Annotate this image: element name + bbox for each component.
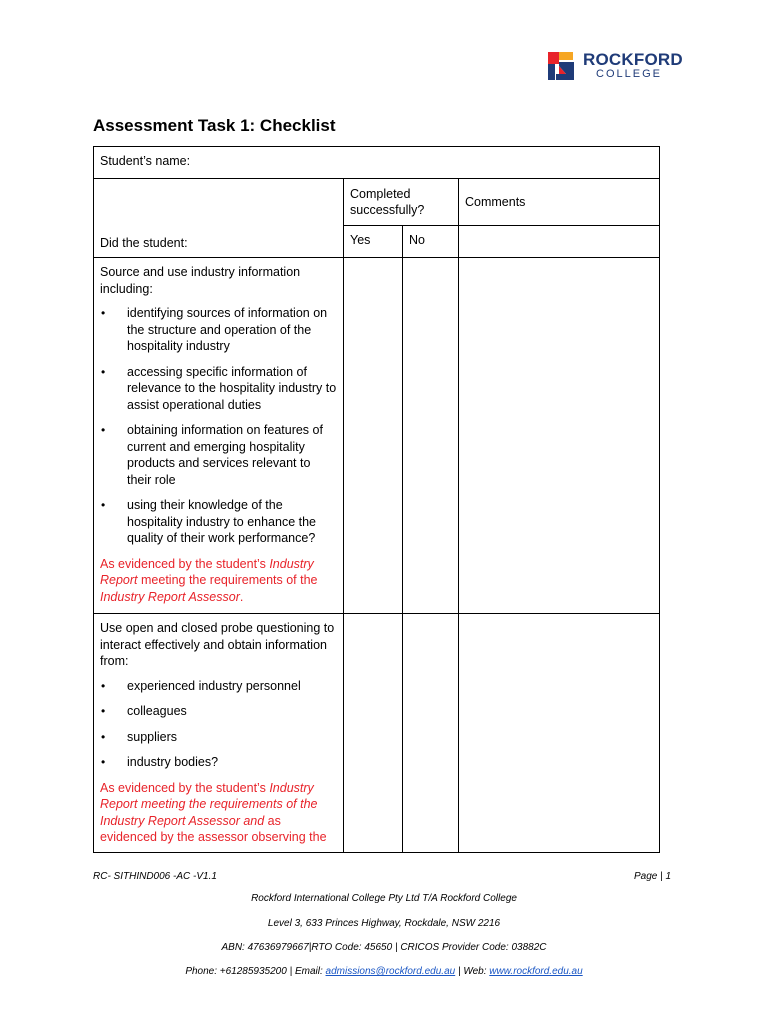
student-name-row xyxy=(94,147,660,179)
footer-company: Rockford International College Pty Ltd T/A Rockford College xyxy=(251,893,517,904)
yes-checkbox-cell[interactable] xyxy=(344,258,403,614)
page-title: Assessment Task 1: Checklist xyxy=(93,116,336,135)
criteria-list xyxy=(100,678,337,771)
yes-header: Yes xyxy=(344,226,403,258)
list-item: • obtaining information on features of current and emerging hospitality products and services relevant to their role xyxy=(100,422,337,488)
list-item: • using their knowledge of the hospitality industry to enhance the quality of their work performance? xyxy=(100,497,337,547)
header-row xyxy=(94,179,660,226)
no-checkbox-cell[interactable] xyxy=(403,614,459,853)
logo-name: ROCKFORD xyxy=(583,50,683,69)
footer-abn: ABN: 47636979667|RTO Code: 45650 | CRICOS Provider Code: 03882C xyxy=(221,942,547,953)
list-item: • accessing specific information of relevance to the hospitality industry to assist operational duties xyxy=(100,364,337,414)
email-link[interactable]: admissions@rockford.edu.au xyxy=(325,966,456,977)
list-item: • suppliers xyxy=(100,729,337,746)
yes-checkbox-cell[interactable] xyxy=(344,614,403,853)
comments-cell[interactable] xyxy=(459,614,660,853)
comments-header: Comments xyxy=(459,179,660,226)
rockford-logo-mark-icon xyxy=(548,52,576,80)
criteria-intro: Use open and closed probe questioning to interact effectively and obtain information from: xyxy=(100,621,335,668)
list-item: • identifying sources of information on the structure and operation of the hospitality industry xyxy=(100,305,337,355)
checklist-row xyxy=(94,258,660,614)
criteria-list xyxy=(100,305,337,547)
evidence-note: As evidenced by the student’s Industry Report meeting the requirements of the Industry Report Assessor. xyxy=(100,556,318,604)
document-code: RC- SITHIND006 -AC -V1.1 xyxy=(93,871,217,882)
page-number: Page | 1 xyxy=(634,871,672,882)
footer-address: Level 3, 633 Princes Highway, Rockdale, NSW 2216 xyxy=(267,918,501,929)
checklist-row xyxy=(94,614,660,853)
logo-subtitle: COLLEGE xyxy=(596,68,662,80)
list-item: • industry bodies? xyxy=(100,754,337,771)
list-item: • experienced industry personnel xyxy=(100,678,337,695)
comments-cell[interactable] xyxy=(459,258,660,614)
footer-contact: Phone: +61285935200 | Email: admissions@rockford.edu.au | Web: www.rockford.edu.au xyxy=(185,966,583,977)
completed-header: Completed successfully? xyxy=(344,179,459,226)
no-checkbox-cell[interactable] xyxy=(403,258,459,614)
rockford-logo xyxy=(548,50,683,82)
checklist-table xyxy=(93,146,660,853)
did-student-header: Did the student: xyxy=(94,179,344,258)
no-header: No xyxy=(403,226,459,258)
comments-header-blank xyxy=(459,226,660,258)
website-link[interactable]: www.rockford.edu.au xyxy=(489,966,583,977)
list-item: • colleagues xyxy=(100,703,337,720)
criteria-cell xyxy=(94,614,344,853)
criteria-cell xyxy=(94,258,344,614)
evidence-note: As evidenced by the student’s Industry Report meeting the requirements of the Industry Report Assessor and as evidenced by the assessor observing the xyxy=(100,780,327,844)
criteria-intro: Source and use industry information including: xyxy=(100,265,301,296)
student-name-field[interactable]: Student’s name: xyxy=(94,147,660,179)
